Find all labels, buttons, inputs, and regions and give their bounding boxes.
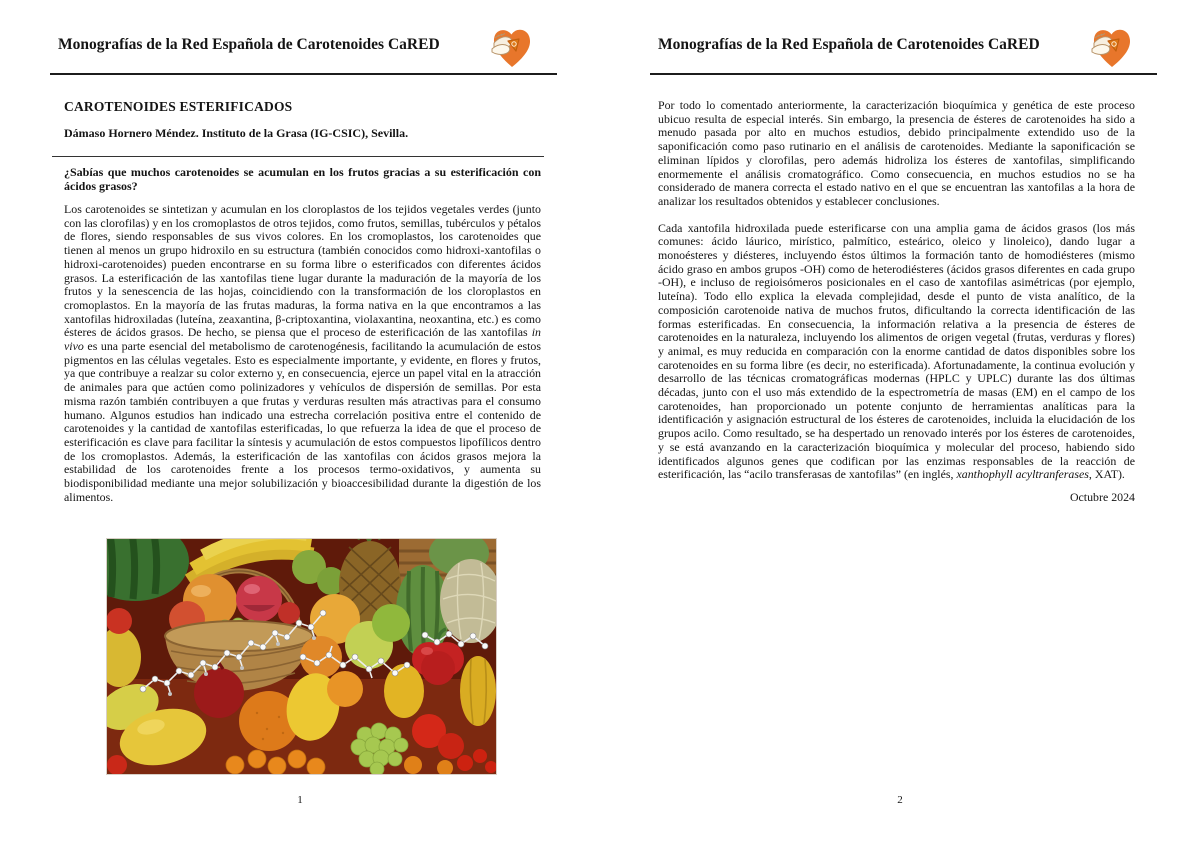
cared-heart-hands-logo-icon <box>486 21 536 71</box>
lead-question: ¿Sabías que muchos carotenoides se acumulan en los frutos gracias a su esterificación con ácidos grasos? <box>64 165 541 193</box>
header-title: Monografías de la Red Española de Carotenoides CaRED <box>58 36 440 53</box>
body-text-page2 <box>658 99 1135 505</box>
body-paragraph-saponification: Por todo lo comentado anteriormente, la caracterización bioquímica y genética de este proceso ubicuo resulta de especial interés. Sin embargo, la presencia de ésteres de carotenoides ha sido a menudo pasada por alto en muchos estudios, debido principalmente extendido uso de la saponificación como paso rutinario en el análisis de carotenoides. Mediante la saponificación se eliminan lípidos y clorofilas, pero además hidroliza los ésteres de xantofilas, simplificando enormemente el análisis cromatográfico. Como consecuencia, en muchos estudios no se ha considerado de manera correcta el estado nativo en el que se encuentran las xantofilas a la hora de analizar los resultados obtenidos y establecer conclusiones. <box>658 98 1135 208</box>
page-number-2: 2 <box>897 794 903 806</box>
body-text-page1: Los carotenoides se sintetizan y acumulan en los cloroplastos de los tejidos vegetales verdes (junto con las clorofilas) y en los cromoplastos de otros tejidos, como frutos, semillas, tubérculos y pétalos de flores, siendo responsables de sus vivos colores. En los cromoplastos, los carotenoides que tienen al menos un grupo hidroxilo en su estructura (también conocidos como hidroxi-xantofilas o hidroxi-carotenoides) pueden encontrarse en su forma libre o esterificados con diferentes ácidos grasos. La esterificación de las xantofilas tiene lugar durante la maduración de la mayoría de los frutos y la senescencia de las hojas, coincidiendo con la transformación de los cloroplastos en cromoplastos. En la mayoría de las frutas maduras, la forma nativa en la que encontramos a las xantofilas hidroxiladas (luteína, zeaxantina, β-criptoxantina, violaxantina, neoxantina, etc.) es como ésteres de ácidos grasos. De hecho, se piensa que el proceso de esterificación de las xantofilas in vivo es una parte esencial del metabolismo de carotenogénesis, facilitando la acumulación de estos pigmentos en las células vegetales. Esto es especialmente importante, y evidente, en flores y frutos, ya que contribuye a realzar su color externo y, en consecuencia, ejerce un papel vital en la atracción de animales para que actúen como polinizadores y vehículos de dispersión de semillas. Por esta misma razón también contribuyen a que frutas y verduras resulten más atractivas para el consumo humano. Algunos estudios han indicado una estrecha correlación positiva entre el contenido de carotenoides y la cantidad de xantofilas esterificadas, lo que refuerza la idea de que el proceso de esterificación es clave para facilitar la síntesis y acumulación de estos compuestos lipofílicos dentro de los cromoplastos. Además, la esterificación de las xantofilas con ácidos grasos mejora la estabilidad de los carotenoides frente a los procesos termo-oxidativos, y aumenta su biodisponibilidad mediante una mejor solubilización y bioaccesibilidad durante la digestión de los alimentos. <box>64 202 541 504</box>
author-line: Dámaso Hornero Méndez. Instituto de la Grasa (IG-CSIC), Sevilla. <box>64 126 409 140</box>
cared-heart-hands-logo-icon <box>1086 21 1136 71</box>
header-title: Monografías de la Red Española de Carotenoides CaRED <box>658 36 1040 53</box>
page-2 <box>600 0 1200 849</box>
page-number-1: 1 <box>297 794 303 806</box>
article-title: CAROTENOIDES ESTERIFICADOS <box>64 99 293 114</box>
header-rule <box>650 73 1157 75</box>
date-line: Octubre 2024 <box>1069 489 1135 504</box>
body-paragraph-esters: Cada xantofila hidroxilada puede esterificarse con una amplia gama de ácidos grasos (los más comunes: ácido láurico, mirístico, palmítico, esteárico, oleico y linoleico), dando lugar a monoésteres y diésteres, incluyendo éstos últimos la formación tanto de homodiésteres (mismo ácido graso en ambos grupos -OH) como de heterodiésteres (ácidos grasos diferentes en cada grupo -OH), e incluso de regioisómeros posicionales en el caso de xantofilas asimétricas (por ejemplo, luteína). Todo ello explica la elevada complejidad, desde el punto de vista analítico, de la composición carotenoide nativa de muchos frutos, dificultando la correcta identificación de las formas esterificadas. En consecuencia, la información relativa a la presencia de ésteres de carotenoides en la naturaleza, incluyendo los alimentos de origen vegetal (frutas, verduras y flores) y animal, es muy reducida en comparación con la enorme cantidad de datos disponibles sobre los carotenoides en su forma libre (es decir, no esterificada). Afortunadamente, la continua evolución y desarrollo de las técnicas cromatográficas modernas (HPLC y UPLC) durante las dos últimas décadas, junto con el uso más extendido de la espectrometría de masas (EM) en el campo de los carotenoides, han proporcionado un potente conjunto de herramientas analíticas para la identificación y asignación estructural de los ésteres de carotenoides, incluida la elucidación de los grupos acilo. Como resultado, se ha despertado un renovado interés por los ésteres de carotenoides, y se está avanzando en la caracterización bioquímica y molecular del proceso, habiendo sido identificados algunos genes que codifican por las enzimas responsables de la reacción de esterificación, las “acilo transferasas de xantofilas” (en inglés, xanthophyll acyltranferases, XAT). <box>658 220 1135 482</box>
header-rule <box>50 73 557 75</box>
fruits-vegetables-photo <box>106 538 497 775</box>
section-divider <box>52 156 544 157</box>
